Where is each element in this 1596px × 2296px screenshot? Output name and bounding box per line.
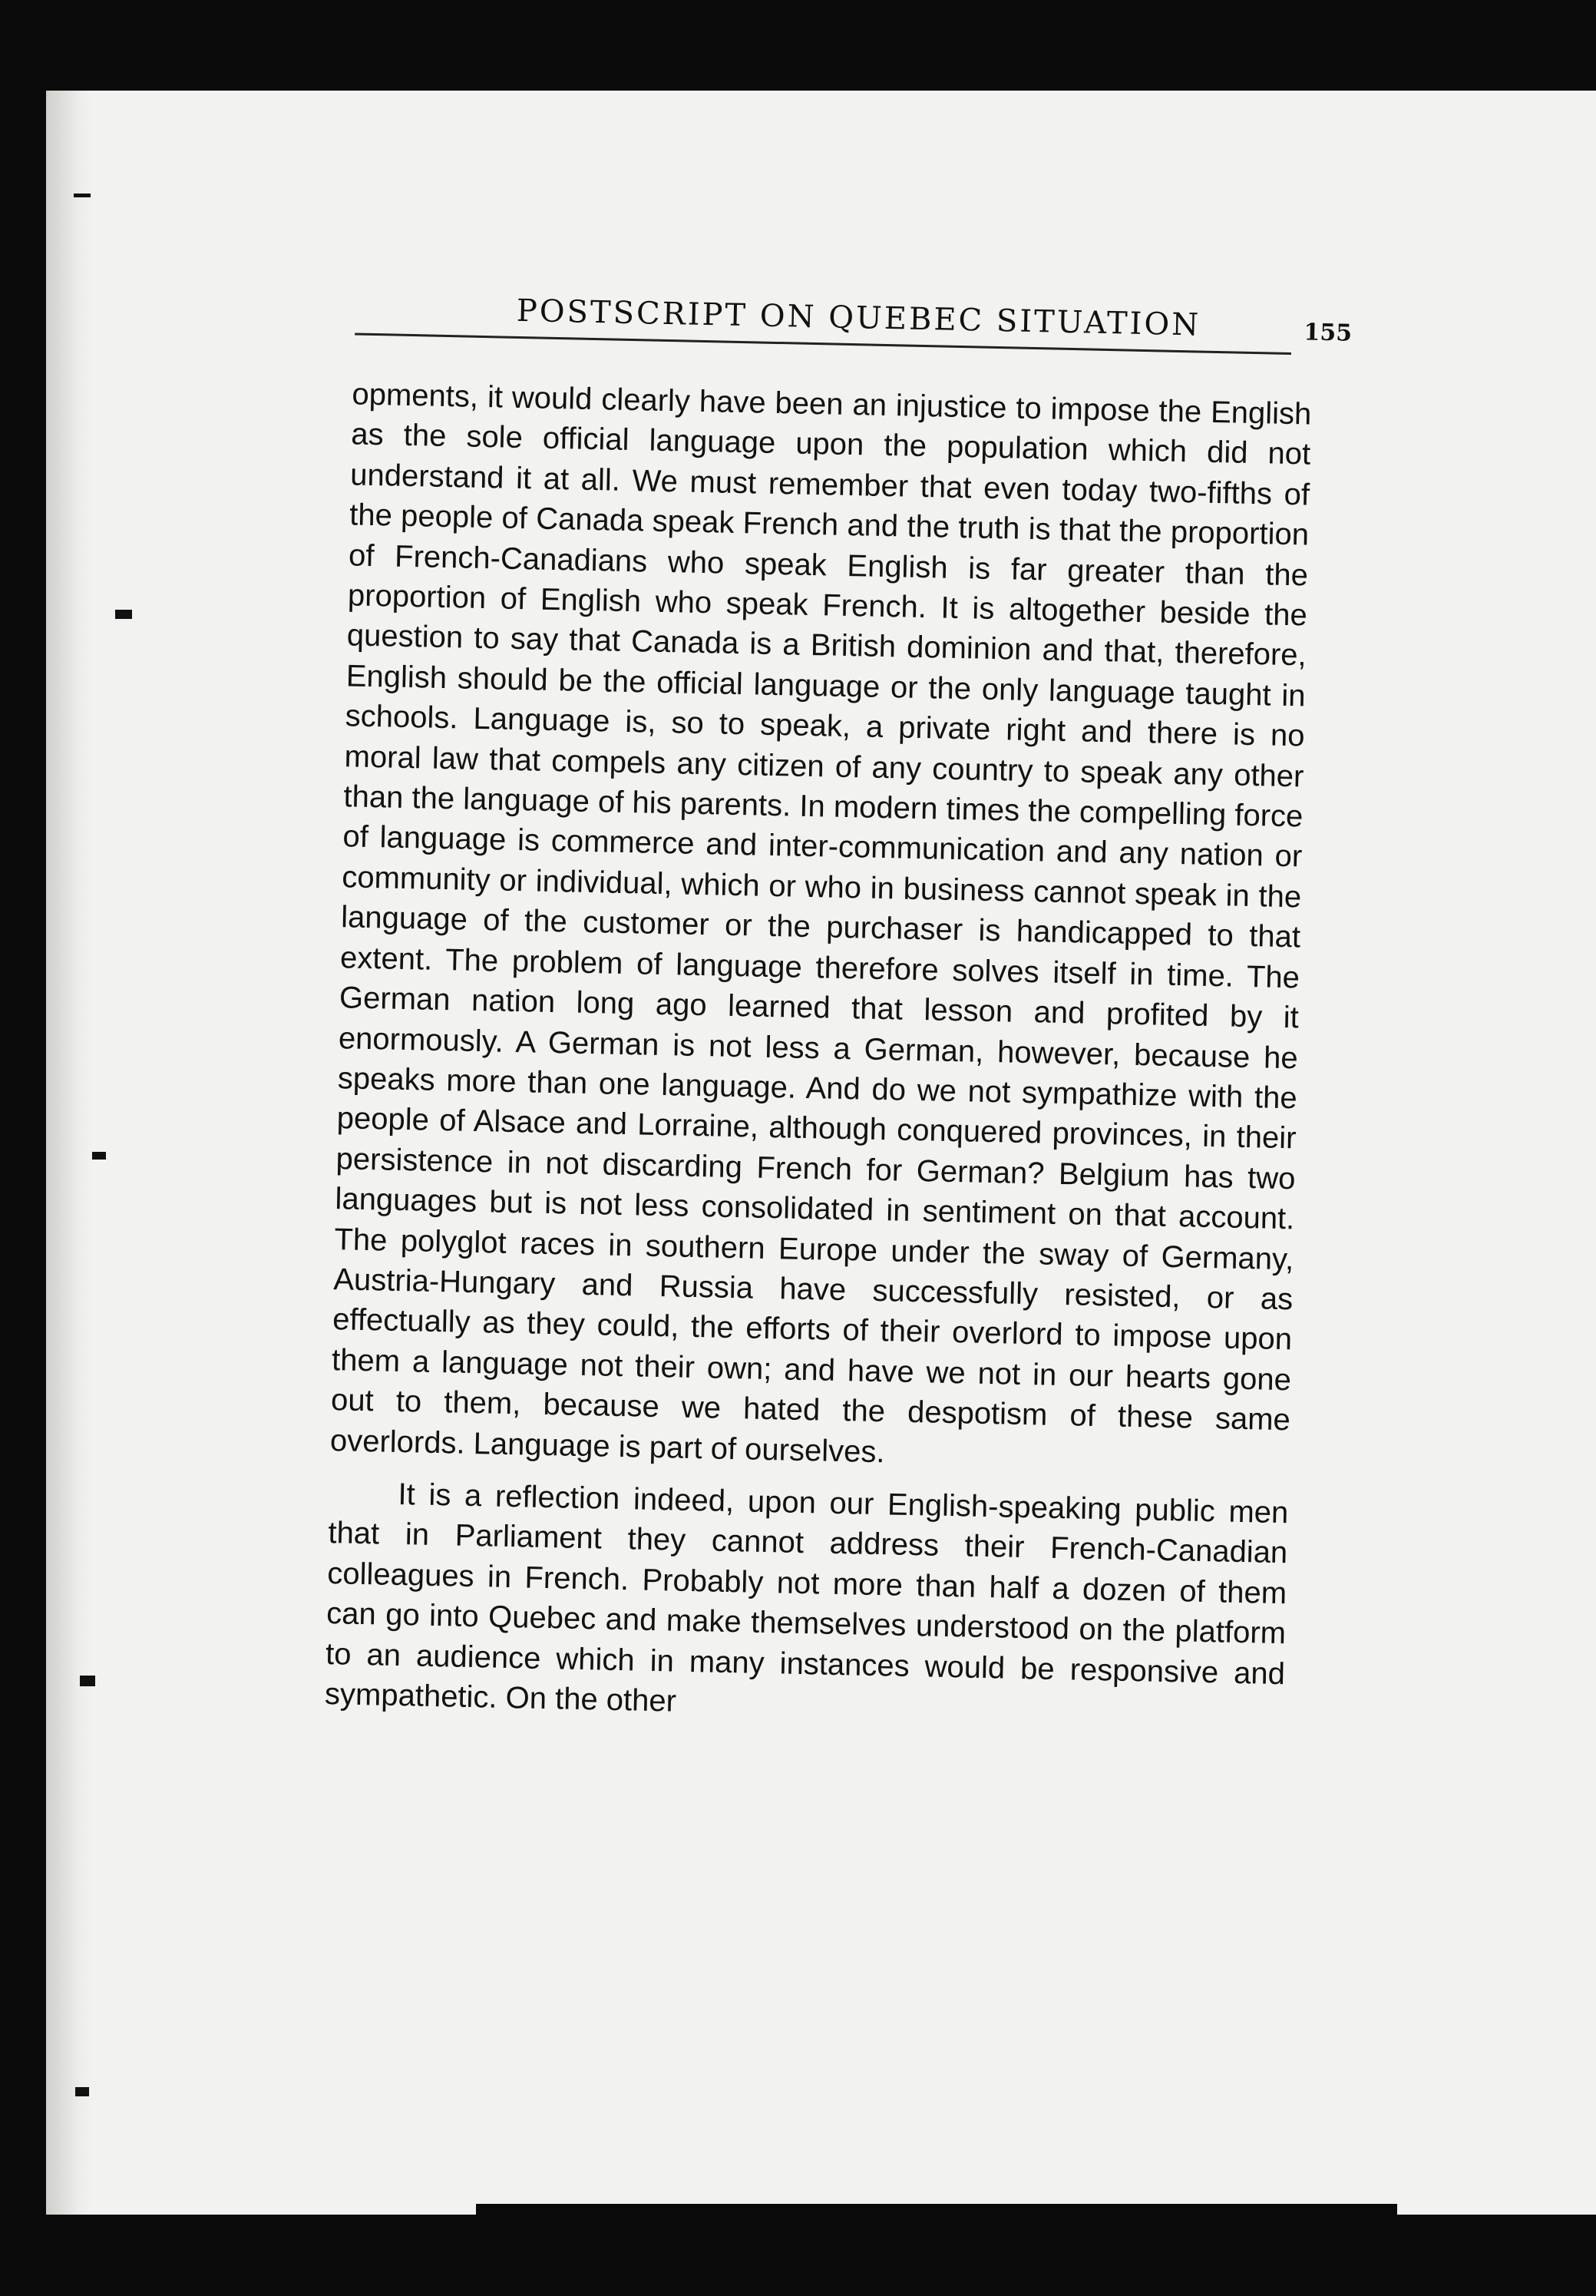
page-number: 155 <box>1304 319 1353 347</box>
running-title: POSTSCRIPT ON QUEBEC SITUATION <box>516 293 1201 343</box>
running-head <box>355 283 1353 373</box>
body-text <box>325 374 1312 1734</box>
paragraph: opments, it would clearly have been an injustice to impose the English as the sole official language upon the population which did not understand it at all. We must remember that even today two-fifths of the people of Canada speak French and the truth is that the proportion of French-Canadians who speak English is far greater than the proportion of English who speak French. It is altogether beside the question to say that Canada is a British dominion and that, therefore, English should be the official language or the only language taught in schools. Language is, so to speak, a private right and there is no moral law that compels any citizen of any country to speak any other than the language of his parents. In modern times the compelling force of language is commerce and inter-communication and any nation or community or individual, which or who in business cannot speak in the language of the customer or the purchaser is handicapped to that extent. The problem of language therefore solves itself in time. The German nation long ago learned that lesson and profited by it enormously. A German is not less a German, however, because he speaks more than one language. And do we not sympathize with the people of Alsace and Lorraine, although conquered provinces, in their persistence in not discarding French for German? Belgium has two languages but is not less consolidated in sentiment on that account. The polyglot races in southern Europe under the sway of Germany, Austria-Hungary and Russia have successfully resisted, or as effectually as they could, the efforts of their overlord to impose upon them a language not their own; and have we not in our hearts gone out to them, because we hated the despotism of these same overlords. Language is part of ourselves. <box>329 377 1312 1469</box>
paragraph: It is a reflection indeed, upon our English-speaking public men that in Parliament they cannot address their French-Canadian colleagues in French. Probably not more than half a dozen of them can go into Quebec and make themselves understood on the platform to an audience which in many instances would be responsive and sympathetic. On the other <box>324 1477 1289 1719</box>
